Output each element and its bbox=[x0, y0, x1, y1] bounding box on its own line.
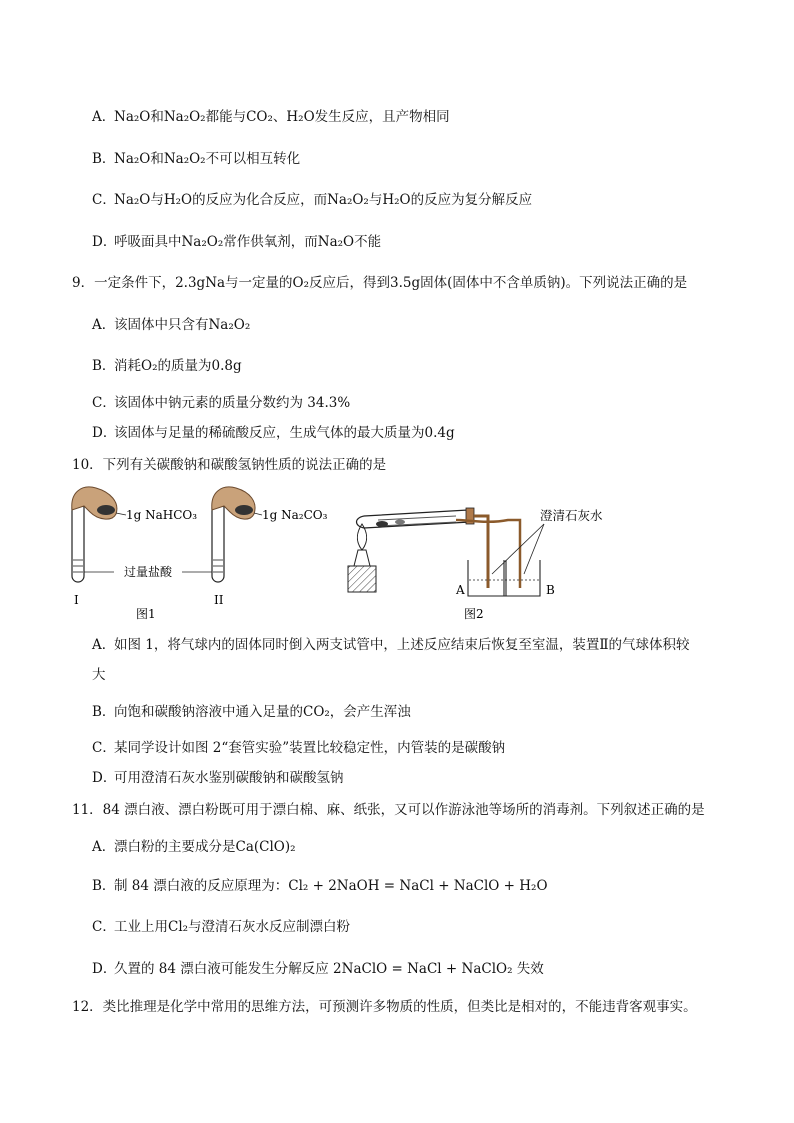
q9-option-c: C．该固体中钠元素的质量分数约为 34.3% bbox=[92, 395, 351, 411]
q8-option-c: C．Na₂O与H₂O的反应为化合反应，而Na₂O₂与H₂O的反应为复分解反应 bbox=[92, 192, 533, 208]
q10-stem: 10．下列有关碳酸钠和碳酸氢钠性质的说法正确的是 bbox=[72, 457, 387, 473]
q9-option-c-text: 该固体中钠元素的质量分数约为 34.3% bbox=[114, 395, 351, 411]
test-tube-1 bbox=[72, 502, 84, 582]
limewater-leader-a bbox=[492, 524, 544, 574]
acid-label: 过量盐酸 bbox=[124, 565, 173, 579]
beaker-a-label: A bbox=[456, 583, 465, 597]
q11-option-c-text: 工业上用Cl₂与澄清石灰水反应制漂白粉 bbox=[114, 919, 351, 935]
q9-option-a: A．该固体中只含有Na₂O₂ bbox=[92, 317, 251, 333]
balloon-2 bbox=[212, 487, 255, 519]
q9-option-b-text: 消耗O₂的质量为0.8g bbox=[114, 358, 242, 374]
q9-stem: 9．一定条件下，2.3gNa与一定量的O₂反应后，得到3.5g固体(固体中不含单质钠)。下列说法正确的是 bbox=[72, 275, 688, 291]
q8-option-b: B．Na₂O和Na₂O₂不可以相互转化 bbox=[92, 151, 301, 167]
q11-option-b-text: 制 84 漂白液的反应原理为：Cl₂ + 2NaOH = NaCl + NaClO + H₂O bbox=[114, 878, 548, 894]
tube2-label-leader bbox=[254, 513, 262, 515]
tube1-roman: I bbox=[74, 593, 79, 607]
q8-option-c-text: Na₂O与H₂O的反应为化合反应，而Na₂O₂与H₂O的反应为复分解反应 bbox=[114, 192, 533, 208]
q9-option-b: B．消耗O₂的质量为0.8g bbox=[92, 358, 242, 374]
q11-option-a-text: 漂白粉的主要成分是Ca(ClO)₂ bbox=[114, 839, 296, 855]
balloon-1 bbox=[72, 487, 117, 519]
tube1-label-leader bbox=[116, 513, 126, 515]
q9-option-d: D．该固体与足量的稀硫酸反应，生成气体的最大质量为0.4g bbox=[92, 425, 455, 441]
q9-option-a-text: 该固体中只含有Na₂O₂ bbox=[114, 317, 251, 333]
q11-stem: 11．84 漂白液、漂白粉既可用于漂白棉、麻、纸张，又可以作游泳池等场所的消毒剂。下列叙述正确的是 bbox=[72, 802, 705, 818]
beaker-b-label: B bbox=[546, 583, 555, 597]
q10-option-c: C．某同学设计如图 2“套管实验”装置比较稳定性，内管装的是碳酸钠 bbox=[92, 740, 506, 756]
q10-option-a-cont: 大 bbox=[92, 667, 106, 683]
tube2-label: 1g Na₂CO₃ bbox=[262, 508, 328, 522]
q11-option-a: A．漂白粉的主要成分是Ca(ClO)₂ bbox=[92, 839, 296, 855]
q10-option-a: A．如图 1，将气球内的固体同时倒入两支试管中，上述反应结束后恢复至室温，装置Ⅱ的气球体积较 bbox=[92, 637, 690, 653]
delivery-tubes bbox=[456, 516, 520, 588]
q8-option-a: A．Na₂O和Na₂O₂都能与CO₂、H₂O发生反应，且产物相同 bbox=[92, 109, 450, 125]
q11-option-d-text: 久置的 84 漂白液可能发生分解反应 2NaClO = NaCl + NaClO₂ 失效 bbox=[114, 961, 544, 977]
q12-stem: 12．类比推理是化学中常用的思维方法，可预测许多物质的性质，但类比是相对的，不能违背客观事实。 bbox=[72, 999, 697, 1015]
q10-option-d: D．可用澄清石灰水鉴别碳酸钠和碳酸氢钠 bbox=[92, 770, 344, 786]
q10-figure bbox=[68, 480, 628, 625]
q10-option-b-text: 向饱和碳酸钠溶液中通入足量的CO₂，会产生浑浊 bbox=[114, 704, 411, 720]
q9-option-d-text: 该固体与足量的稀硫酸反应，生成气体的最大质量为0.4g bbox=[114, 425, 455, 441]
limewater-label: 澄清石灰水 bbox=[540, 508, 603, 523]
q10-option-c-text: 某同学设计如图 2“套管实验”装置比较稳定性，内管装的是碳酸钠 bbox=[114, 740, 506, 756]
limewater-leader-b bbox=[524, 524, 544, 574]
test-tube-2 bbox=[212, 502, 224, 582]
q10-option-a-text: 如图 1，将气球内的固体同时倒入两支试管中，上述反应结束后恢复至室温，装置Ⅱ的气球体积较 bbox=[114, 637, 690, 653]
tube2-roman: II bbox=[214, 593, 224, 607]
fig2-caption: 图2 bbox=[464, 607, 484, 621]
q8-option-d-text: 呼吸面具中Na₂O₂常作供氧剂，而Na₂O不能 bbox=[114, 234, 382, 250]
fig1-caption: 图1 bbox=[136, 607, 156, 621]
q10-option-b: B．向饱和碳酸钠溶液中通入足量的CO₂，会产生浑浊 bbox=[92, 704, 411, 720]
q11-option-d: D．久置的 84 漂白液可能发生分解反应 2NaClO = NaCl + NaClO₂ 失效 bbox=[92, 961, 544, 977]
q8-option-d: D．呼吸面具中Na₂O₂常作供氧剂，而Na₂O不能 bbox=[92, 234, 382, 250]
q11-option-b: B．制 84 漂白液的反应原理为：Cl₂ + 2NaOH = NaCl + NaClO + H₂O bbox=[92, 878, 548, 894]
q11-option-c: C．工业上用Cl₂与澄清石灰水反应制漂白粉 bbox=[92, 919, 351, 935]
q8-option-a-text: Na₂O和Na₂O₂都能与CO₂、H₂O发生反应，且产物相同 bbox=[114, 109, 450, 125]
q8-option-b-text: Na₂O和Na₂O₂不可以相互转化 bbox=[114, 151, 301, 167]
tube1-label: 1g NaHCO₃ bbox=[126, 508, 198, 522]
q10-option-d-text: 可用澄清石灰水鉴别碳酸钠和碳酸氢钠 bbox=[114, 770, 344, 786]
alcohol-lamp bbox=[348, 524, 376, 592]
beaker-b bbox=[504, 560, 540, 596]
